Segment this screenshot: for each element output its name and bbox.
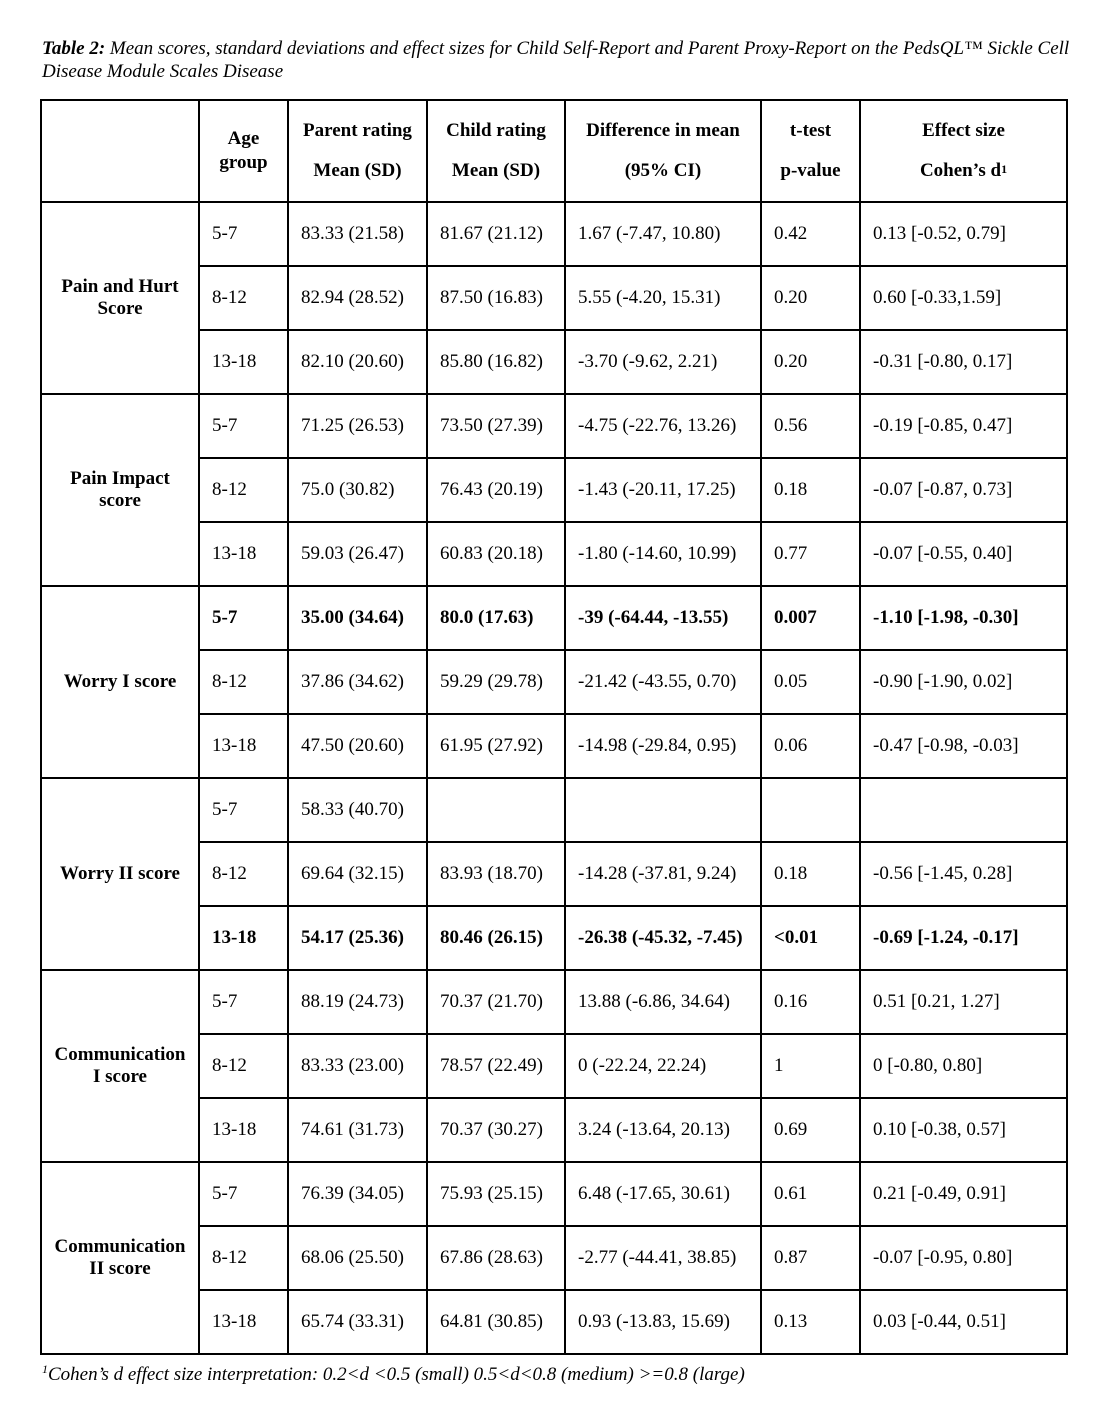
difference-cell: -14.28 (-37.81, 9.24) bbox=[565, 842, 761, 906]
parent-rating-cell: 74.61 (31.73) bbox=[288, 1098, 427, 1162]
difference-cell: 0 (-22.24, 22.24) bbox=[565, 1034, 761, 1098]
difference-cell bbox=[565, 778, 761, 842]
scale-name: Pain Impact score bbox=[70, 468, 170, 511]
parent-rating-cell: 82.10 (20.60) bbox=[288, 330, 427, 394]
header-line-1: Child rating bbox=[446, 120, 546, 141]
p-value-cell: 0.61 bbox=[761, 1162, 860, 1226]
child-rating-cell: 73.50 (27.39) bbox=[427, 394, 565, 458]
table-row bbox=[41, 202, 1067, 266]
parent-rating-cell: 47.50 (20.60) bbox=[288, 714, 427, 778]
p-value-cell: 0.77 bbox=[761, 522, 860, 586]
age-group-cell: 13-18 bbox=[199, 1290, 288, 1354]
scale-name: Worry II score bbox=[60, 863, 180, 884]
p-value-cell: 0.16 bbox=[761, 970, 860, 1034]
effect-size-cell: 0.03 [-0.44, 0.51] bbox=[860, 1290, 1067, 1354]
p-value-cell: 0.20 bbox=[761, 266, 860, 330]
child-rating-cell: 85.80 (16.82) bbox=[427, 330, 565, 394]
effect-size-cell: -0.69 [-1.24, -0.17] bbox=[860, 906, 1067, 970]
effect-size-cell: -0.47 [-0.98, -0.03] bbox=[860, 714, 1067, 778]
parent-rating-cell: 35.00 (34.64) bbox=[288, 586, 427, 650]
p-value-cell: 0.05 bbox=[761, 650, 860, 714]
scale-name: Pain and Hurt Score bbox=[61, 276, 179, 319]
scale-name: Communication I score bbox=[54, 1044, 186, 1087]
header-line-1: Effect size bbox=[922, 120, 1005, 141]
parent-rating-cell: 68.06 (25.50) bbox=[288, 1226, 427, 1290]
effect-size-cell: -0.56 [-1.45, 0.28] bbox=[860, 842, 1067, 906]
results-table bbox=[40, 99, 1068, 1355]
p-value-cell: 0.13 bbox=[761, 1290, 860, 1354]
parent-rating-cell: 59.03 (26.47) bbox=[288, 522, 427, 586]
table-body bbox=[41, 202, 1067, 1354]
effect-size-cell: -0.19 [-0.85, 0.47] bbox=[860, 394, 1067, 458]
header-cell bbox=[427, 100, 565, 202]
effect-size-cell: 0.21 [-0.49, 0.91] bbox=[860, 1162, 1067, 1226]
header-line-2 bbox=[200, 151, 287, 175]
header-line-1: Difference in mean bbox=[586, 120, 740, 141]
age-group-cell: 8-12 bbox=[199, 842, 288, 906]
scale-name-cell bbox=[41, 970, 199, 1162]
age-group-cell: 5-7 bbox=[199, 970, 288, 1034]
footnote-text: Cohen’s d effect size interpretation: 0.2<d <0.5 (small) 0.5<d<0.8 (medium) >=0.8 (large) bbox=[48, 1364, 745, 1385]
age-group-cell: 5-7 bbox=[199, 394, 288, 458]
age-group-cell: 8-12 bbox=[199, 1034, 288, 1098]
p-value-cell: 0.69 bbox=[761, 1098, 860, 1162]
header-row bbox=[41, 100, 1067, 202]
parent-rating-cell: 65.74 (33.31) bbox=[288, 1290, 427, 1354]
parent-rating-cell: 75.0 (30.82) bbox=[288, 458, 427, 522]
child-rating-cell: 70.37 (21.70) bbox=[427, 970, 565, 1034]
effect-size-cell: -0.07 [-0.95, 0.80] bbox=[860, 1226, 1067, 1290]
difference-cell: 0.93 (-13.83, 15.69) bbox=[565, 1290, 761, 1354]
header-line-2-text: Mean (SD) bbox=[451, 160, 541, 181]
age-group-cell: 13-18 bbox=[199, 522, 288, 586]
table-row bbox=[41, 394, 1067, 458]
p-value-cell: 0.20 bbox=[761, 330, 860, 394]
footnote-ref-marker: 1 bbox=[1001, 162, 1008, 176]
difference-cell: 5.55 (-4.20, 15.31) bbox=[565, 266, 761, 330]
p-value-cell: 0.18 bbox=[761, 458, 860, 522]
footnote bbox=[42, 1364, 745, 1386]
difference-cell: -4.75 (-22.76, 13.26) bbox=[565, 394, 761, 458]
header-line-2-text: Cohen’s d bbox=[919, 160, 1002, 181]
age-group-cell: 5-7 bbox=[199, 586, 288, 650]
effect-size-cell bbox=[860, 778, 1067, 842]
scale-name-cell bbox=[41, 1162, 199, 1354]
child-rating-cell: 80.0 (17.63) bbox=[427, 586, 565, 650]
age-group-cell: 13-18 bbox=[199, 714, 288, 778]
effect-size-cell: 0.51 [0.21, 1.27] bbox=[860, 970, 1067, 1034]
parent-rating-cell: 58.33 (40.70) bbox=[288, 778, 427, 842]
header-line-2 bbox=[566, 151, 760, 191]
scale-name: Worry I score bbox=[63, 671, 177, 692]
difference-cell: -1.43 (-20.11, 17.25) bbox=[565, 458, 761, 522]
difference-cell: 1.67 (-7.47, 10.80) bbox=[565, 202, 761, 266]
header-line-2 bbox=[289, 151, 426, 191]
child-rating-cell: 76.43 (20.19) bbox=[427, 458, 565, 522]
child-rating-cell: 70.37 (30.27) bbox=[427, 1098, 565, 1162]
child-rating-cell: 59.29 (29.78) bbox=[427, 650, 565, 714]
header-line-2-text: p-value bbox=[780, 160, 841, 181]
header-cell bbox=[860, 100, 1067, 202]
age-group-cell: 8-12 bbox=[199, 266, 288, 330]
scale-name-cell bbox=[41, 778, 199, 970]
age-group-cell: 5-7 bbox=[199, 778, 288, 842]
parent-rating-cell: 37.86 (34.62) bbox=[288, 650, 427, 714]
difference-cell: -1.80 (-14.60, 10.99) bbox=[565, 522, 761, 586]
scale-name-cell bbox=[41, 202, 199, 394]
effect-size-cell: -0.07 [-0.87, 0.73] bbox=[860, 458, 1067, 522]
parent-rating-cell: 88.19 (24.73) bbox=[288, 970, 427, 1034]
header-cell bbox=[41, 100, 199, 202]
effect-size-cell: -0.90 [-1.90, 0.02] bbox=[860, 650, 1067, 714]
p-value-cell: 0.87 bbox=[761, 1226, 860, 1290]
child-rating-cell: 78.57 (22.49) bbox=[427, 1034, 565, 1098]
child-rating-cell: 61.95 (27.92) bbox=[427, 714, 565, 778]
table-row bbox=[41, 586, 1067, 650]
difference-cell: 6.48 (-17.65, 30.61) bbox=[565, 1162, 761, 1226]
difference-cell: -21.42 (-43.55, 0.70) bbox=[565, 650, 761, 714]
difference-cell: -2.77 (-44.41, 38.85) bbox=[565, 1226, 761, 1290]
table-caption-text: Mean scores, standard deviations and effect sizes for Child Self-Report and Parent Proxy-Report on the PedsQL™ Sickle Cell Disease Module Scales Disease bbox=[42, 38, 1070, 82]
header-line-2 bbox=[861, 151, 1066, 191]
scale-name-cell bbox=[41, 586, 199, 778]
header-line-1: Parent rating bbox=[303, 120, 412, 141]
footnote-marker: 1 bbox=[42, 1362, 48, 1376]
age-group-cell: 13-18 bbox=[199, 330, 288, 394]
effect-size-cell: 0 [-0.80, 0.80] bbox=[860, 1034, 1067, 1098]
difference-cell: 13.88 (-6.86, 34.64) bbox=[565, 970, 761, 1034]
effect-size-cell: -0.31 [-0.80, 0.17] bbox=[860, 330, 1067, 394]
difference-cell: -26.38 (-45.32, -7.45) bbox=[565, 906, 761, 970]
p-value-cell bbox=[761, 778, 860, 842]
scale-name-cell bbox=[41, 394, 199, 586]
p-value-cell: <0.01 bbox=[761, 906, 860, 970]
p-value-cell: 0.06 bbox=[761, 714, 860, 778]
effect-size-cell: 0.10 [-0.38, 0.57] bbox=[860, 1098, 1067, 1162]
parent-rating-cell: 54.17 (25.36) bbox=[288, 906, 427, 970]
p-value-cell: 0.56 bbox=[761, 394, 860, 458]
age-group-cell: 8-12 bbox=[199, 1226, 288, 1290]
difference-cell: 3.24 (-13.64, 20.13) bbox=[565, 1098, 761, 1162]
header-cell bbox=[288, 100, 427, 202]
table-row bbox=[41, 778, 1067, 842]
header-line-1: t-test bbox=[789, 120, 832, 141]
child-rating-cell: 64.81 (30.85) bbox=[427, 1290, 565, 1354]
scale-name: Communication II score bbox=[54, 1236, 186, 1279]
age-group-cell: 13-18 bbox=[199, 1098, 288, 1162]
header-line-2-text: (95% CI) bbox=[624, 160, 702, 181]
child-rating-cell: 81.67 (21.12) bbox=[427, 202, 565, 266]
age-group-cell: 13-18 bbox=[199, 906, 288, 970]
effect-size-cell: -1.10 [-1.98, -0.30] bbox=[860, 586, 1067, 650]
child-rating-cell: 67.86 (28.63) bbox=[427, 1226, 565, 1290]
p-value-cell: 1 bbox=[761, 1034, 860, 1098]
parent-rating-cell: 71.25 (26.53) bbox=[288, 394, 427, 458]
header-cell bbox=[761, 100, 860, 202]
child-rating-cell: 60.83 (20.18) bbox=[427, 522, 565, 586]
parent-rating-cell: 69.64 (32.15) bbox=[288, 842, 427, 906]
age-group-cell: 8-12 bbox=[199, 650, 288, 714]
age-group-cell: 8-12 bbox=[199, 458, 288, 522]
difference-cell: -3.70 (-9.62, 2.21) bbox=[565, 330, 761, 394]
effect-size-cell: 0.13 [-0.52, 0.79] bbox=[860, 202, 1067, 266]
child-rating-cell: 87.50 (16.83) bbox=[427, 266, 565, 330]
p-value-cell: 0.42 bbox=[761, 202, 860, 266]
p-value-cell: 0.18 bbox=[761, 842, 860, 906]
header-line-2 bbox=[762, 151, 859, 191]
age-group-cell: 5-7 bbox=[199, 202, 288, 266]
table-caption bbox=[42, 37, 1072, 83]
header-line-2-text: group bbox=[219, 152, 268, 173]
header-cell bbox=[565, 100, 761, 202]
table-caption-label: Table 2: bbox=[42, 38, 106, 59]
header-line-1: Age bbox=[227, 128, 260, 149]
p-value-cell: 0.007 bbox=[761, 586, 860, 650]
header-cell bbox=[199, 100, 288, 202]
header-line-2-text: Mean (SD) bbox=[313, 160, 402, 181]
child-rating-cell: 80.46 (26.15) bbox=[427, 906, 565, 970]
table-row bbox=[41, 970, 1067, 1034]
table-row bbox=[41, 1162, 1067, 1226]
parent-rating-cell: 76.39 (34.05) bbox=[288, 1162, 427, 1226]
parent-rating-cell: 82.94 (28.52) bbox=[288, 266, 427, 330]
age-group-cell: 5-7 bbox=[199, 1162, 288, 1226]
difference-cell: -39 (-64.44, -13.55) bbox=[565, 586, 761, 650]
child-rating-cell: 75.93 (25.15) bbox=[427, 1162, 565, 1226]
parent-rating-cell: 83.33 (21.58) bbox=[288, 202, 427, 266]
difference-cell: -14.98 (-29.84, 0.95) bbox=[565, 714, 761, 778]
header-line-2 bbox=[428, 151, 564, 191]
effect-size-cell: -0.07 [-0.55, 0.40] bbox=[860, 522, 1067, 586]
effect-size-cell: 0.60 [-0.33,1.59] bbox=[860, 266, 1067, 330]
child-rating-cell bbox=[427, 778, 565, 842]
child-rating-cell: 83.93 (18.70) bbox=[427, 842, 565, 906]
parent-rating-cell: 83.33 (23.00) bbox=[288, 1034, 427, 1098]
